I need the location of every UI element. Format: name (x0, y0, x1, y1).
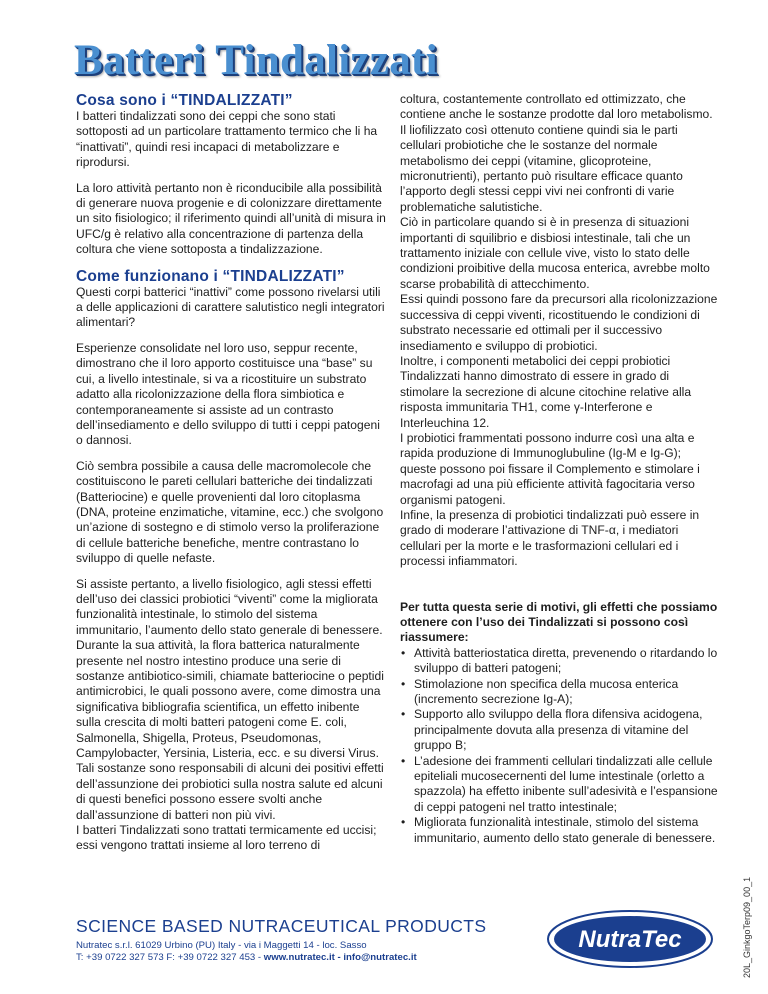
footer-web-email[interactable]: www.nutratec.it - info@nutratec.it (263, 952, 417, 963)
section-heading-what: Cosa sono i “TINDALIZZATI” (76, 92, 293, 109)
paragraph: I probiotici frammentati possono indurre così una alta e rapida produzione di Immunoglubuline (Ig-M e Ig-G); queste possono poi fissare il Complemento e stimolare i macrofagi ad una più efficiente attività fagocitaria verso organismi patogeni. (400, 430, 700, 507)
paragraph: La loro attività pertanto non è riconducibile alla possibilità di generare nuova progenie e di colonizzare direttamente un sito fisiologico; il riferimento quindi all’unità di misura in UFC/g è relativo alla concentrazione di partenza della coltura che viene sottoposta a tindalizzazione. (76, 180, 386, 257)
paragraph: Si assiste pertanto, a livello fisiologico, agli stessi effetti dell’uso dei classici probiotici “viventi” come la migliorata funzionalità intestinale, lo stimolo del sistema immunitario, l’aumento dello stato generale di benessere. (76, 576, 383, 637)
footer-contacts (76, 952, 417, 964)
left-column (76, 92, 386, 854)
paragraph: Ciò sembra possibile a causa delle macromolecole che costituiscono le pareti cellulari batteriche dei tindalizzati (Batteriocine) e quelle provenienti dal loro citoplasma (DNA, proteine enzimatiche, vitamine, ecc.) che svolgono un’azione di sostegno e di stimolo verso la proliferazione di cellule batteriche benefiche, mentre contrastano lo sviluppo di quelle nefaste. (76, 458, 384, 566)
paragraph: Essi quindi possono fare da precursori alla ricolonizzazione successiva di ceppi viventi, ricostituendo le condizioni di substrato necessarie ed ottimali per il successivo insediamento e sviluppo di probiotici. (400, 292, 718, 353)
paragraph: Infine, la presenza di probiotici tindalizzati può essere in grado di moderare l’attivazione di TNF-α, i mediatori cellulari per la morte e le trasformazioni cellulari ed i processi infiammatori. (400, 507, 700, 569)
paragraph: Durante la sua attività, la flora batterica naturalmente presente nel nostro intestino produce una serie di sostanze antibiotico-simili, chiamate batteriocine o peptidi antimicrobici, le quali possono avere, come dimostra una significativa bibliografia scientifica, un effetto inibente sulla crescita di molti batteri patogeni come E. coli, Salmonella, Shigella, Proteus, Pseudomonas, Campylobacter, Yersinia, Listeria, ecc. e su diversi Virus. (76, 638, 384, 761)
document-code: 20L_GinkgoTerp09_00_1 (742, 876, 752, 978)
nutratec-logo (546, 909, 714, 969)
list-item: • Supporto allo sviluppo della flora difensiva acidogena, principalmente dovuta alla presenza di vitamine del gruppo B; (400, 707, 718, 753)
list-item: • Migliorata funzionalità intestinale, stimolo del sistema immunitario, aumento dello stato generale di benessere. (400, 815, 718, 846)
paragraph: Tali sostanze sono responsabili di alcuni dei positivi effetti dell’assunzione dei probiotici sulla nostra salute ed alcuni di questi benefici possono essere svolti anche dall’assunzione di batteri non più vivi. (76, 761, 384, 822)
summary-intro: Per tutta questa serie di motivi, gli effetti che possiamo ottenere con l’uso dei Tindalizzati si possono così riassumere: (400, 599, 718, 645)
section-heading-how: Come funzionano i “TINDALIZZATI” (76, 267, 345, 285)
list-item: • L’adesione dei frammenti cellulari tindalizzati alle cellule epiteliali mucosecernenti del lume intestinale (orletto a spazzola) ha effetto inibente sull’adesività e l’espansione di ceppi patogeni nel tratto intestinale; (400, 754, 718, 816)
list-item: • Attività batteriostatica diretta, prevenendo o ritardando lo sviluppo di batteri patogeni; (400, 646, 718, 677)
right-column (400, 92, 718, 846)
footer-tagline: SCIENCE BASED NUTRACEUTICAL PRODUCTS (76, 916, 487, 936)
paragraph: Inoltre, i componenti metabolici dei ceppi probiotici Tindalizzati hanno dimostrato di essere in grado di stimolare la secrezione di alcune citochine relative alla risposta immunitaria TH1, come γ-Interferone e Interleuchina 12. (400, 353, 692, 430)
footer-address: Nutratec s.r.l. 61029 Urbino (PU) Italy - via i Maggetti 14 - loc. Sasso (76, 940, 367, 951)
paragraph: I batteri tindalizzati sono dei ceppi che sono stati sottoposti ad un particolare trattamento termico che li ha “inattivati”, quindi resi incapaci di metabolizzare e riprodursi. (76, 109, 378, 170)
footer-address-block (76, 940, 417, 964)
list-item: • Stimolazione non specifica della mucosa enterica (incremento secrezione Ig-A); (400, 677, 718, 708)
paragraph: coltura, costantemente controllato ed ottimizzato, che contiene anche le sostanze prodotte dal loro metabolismo. Il liofilizzato così ottenuto contiene quindi sia le parti cellulari probiotiche che le sostanze del normale metabolismo dei ceppi (vitamine, glicoproteine, micronutrienti), pertanto può risultare efficace quanto l’apporto degli stessi ceppi vivi nei confronti di varie problematiche salutistiche. (400, 92, 713, 214)
paragraph: Questi corpi batterici “inattivi” come possono rivelarsi utili a delle applicazioni di carattere salutistico negli integratori alimentari? (76, 284, 385, 330)
paragraph: Esperienze consolidate nel loro uso, seppur recente, dimostrano che il loro apporto costituisce una “base” su cui, a livello intestinale, si va a ricostituire un substrato adatto alla ricolonizzazione della flora simbiotica e contemporaneamente si assiste ad un contrasto dell’insediamento e dello sviluppo di tutti i ceppi patogeni o dannosi. (76, 340, 380, 448)
benefits-list (400, 646, 718, 846)
paragraph: I batteri Tindalizzati sono trattati termicamente ed uccisi; essi vengono trattati insieme al loro terreno di (76, 823, 377, 853)
logo-text: NutraTec (578, 926, 682, 953)
footer-phone: T: +39 0722 327 573 F: +39 0722 327 453 - (76, 952, 264, 963)
paragraph: Ciò in particolare quando si è in presenza di situazioni importanti di squilibrio e disbiosi intestinale, tali che un trattamento iniziale con cellule vive, visto lo stato delle condizioni proibitive della mucosa enterica, avrebbe molto scarse probabilità di attecchimento. (400, 215, 710, 291)
page-title: Batteri Tindalizzati (74, 37, 438, 84)
